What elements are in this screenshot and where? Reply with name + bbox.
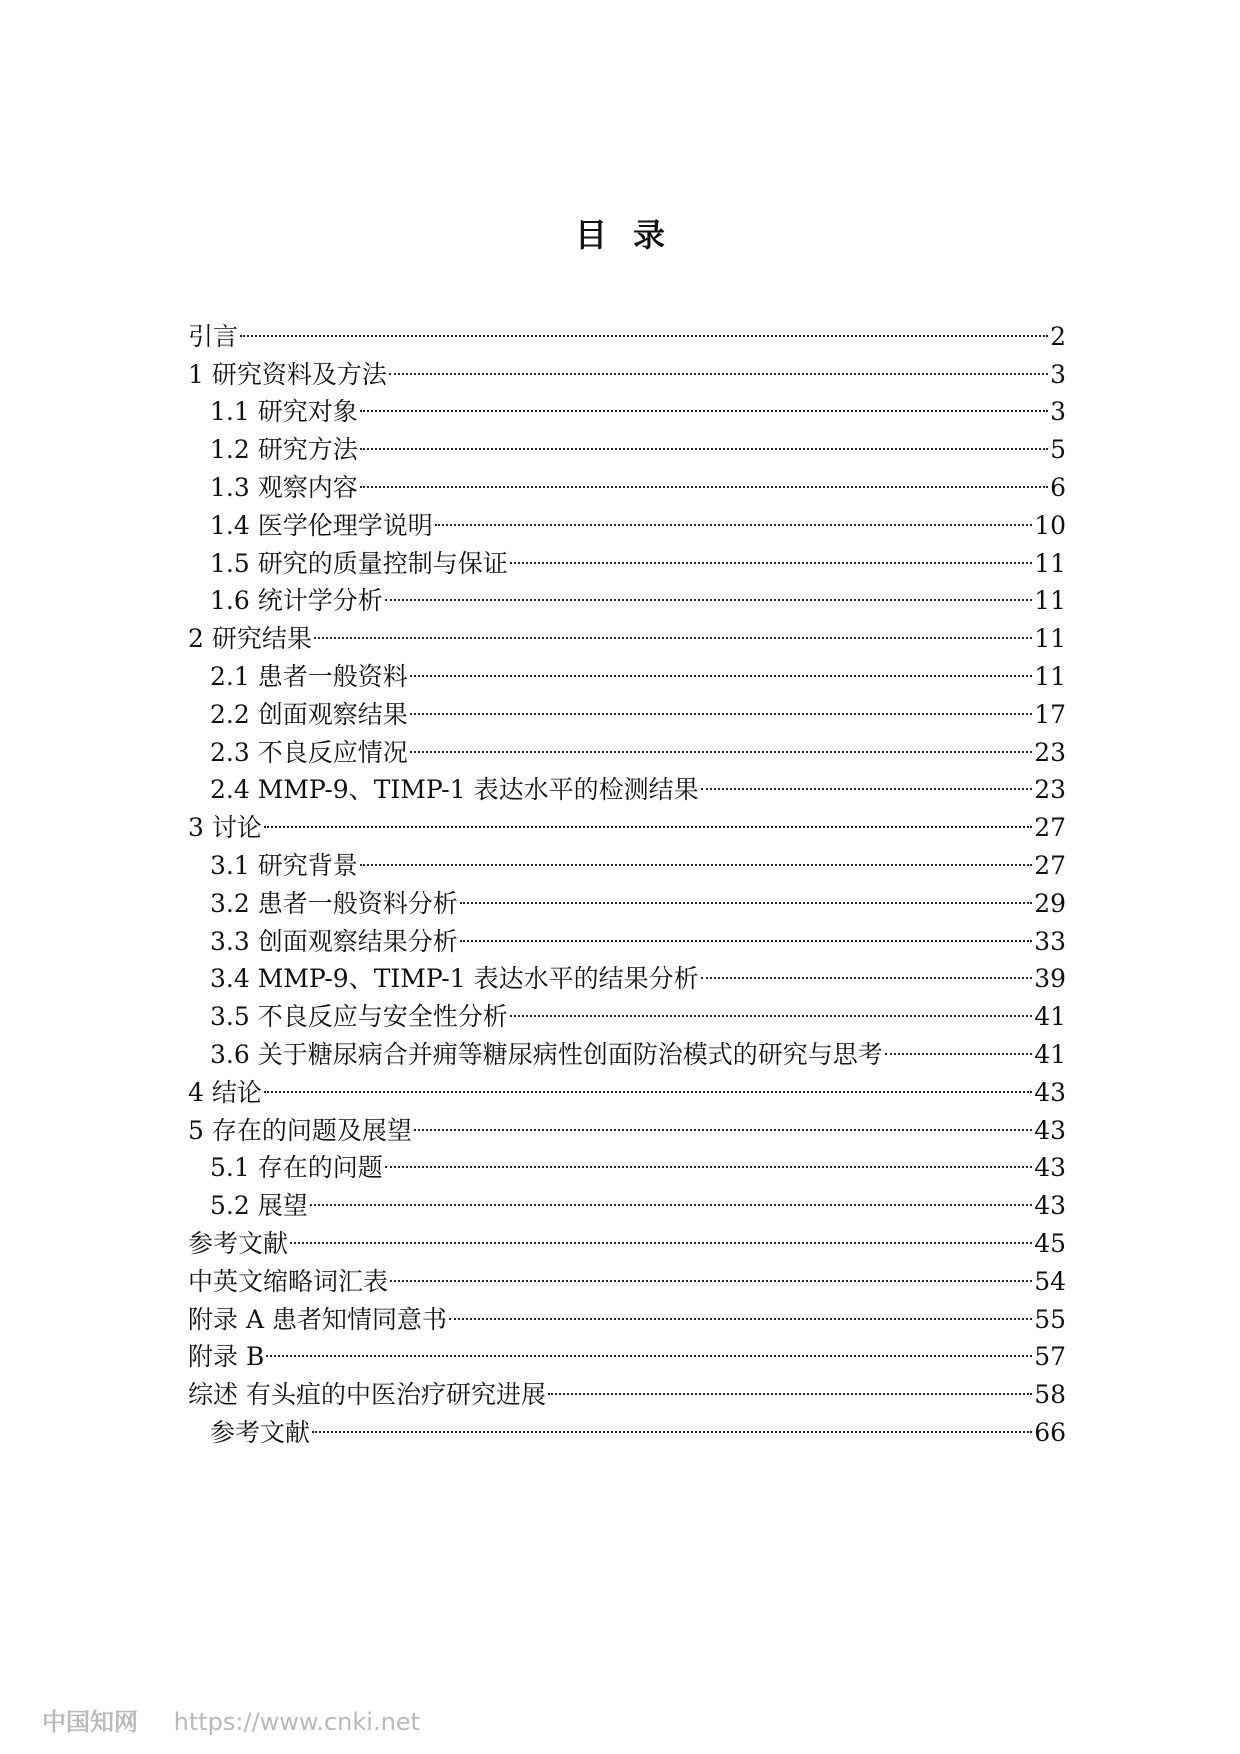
- toc-entry-page: 23: [1034, 737, 1066, 767]
- toc-entry-page: 43: [1034, 1115, 1066, 1145]
- toc-entry-label: 5.2 展望: [210, 1191, 308, 1221]
- toc-entry[interactable]: [188, 345, 1066, 389]
- toc-entry-page: 10: [1034, 510, 1066, 540]
- toc-entry-page: 23: [1034, 775, 1066, 805]
- toc-entry[interactable]: [188, 647, 1066, 691]
- toc-entry-label: 中英文缩略词汇表: [188, 1266, 389, 1296]
- toc-entry-page: 2: [1050, 321, 1066, 351]
- toc-dot-leader: [449, 1290, 1032, 1328]
- toc-dot-leader: [510, 987, 1032, 1025]
- toc-entry-page: 11: [1034, 586, 1066, 616]
- toc-dot-leader: [360, 458, 1048, 496]
- toc-entry-page: 39: [1034, 964, 1066, 994]
- toc-entry-label: 3.3 创面观察结果分析: [210, 926, 458, 956]
- toc-dot-leader: [701, 950, 1033, 988]
- toc-dot-leader: [360, 420, 1048, 458]
- toc-dot-leader: [701, 761, 1033, 799]
- toc-entry[interactable]: [188, 1063, 1066, 1107]
- toc-entry-page: 55: [1034, 1304, 1066, 1334]
- toc-entry[interactable]: [188, 609, 1066, 654]
- toc-dot-leader: [385, 572, 1032, 610]
- toc-entry-label: 引言: [188, 321, 239, 351]
- watermark-url: https://www.cnki.net: [173, 1708, 420, 1736]
- toc-title-char: 目: [574, 216, 607, 254]
- toc-dot-leader: [414, 1101, 1032, 1139]
- toc-entry-label: 4 结论: [188, 1077, 262, 1107]
- toc-entry[interactable]: [188, 1403, 1066, 1447]
- toc-dot-leader: [389, 345, 1048, 383]
- toc-dot-leader: [548, 1365, 1032, 1403]
- toc-entry-page: 29: [1034, 888, 1066, 918]
- toc-entry[interactable]: [188, 1365, 1066, 1410]
- toc-entry-page: 43: [1034, 1077, 1066, 1107]
- toc-entry-label: 参考文献: [210, 1417, 311, 1447]
- toc-entry[interactable]: [188, 1328, 1066, 1372]
- toc-entry-page: 66: [1034, 1417, 1066, 1447]
- toc-entry-label: 附录 B: [188, 1342, 265, 1372]
- toc-dot-leader: [410, 685, 1032, 723]
- toc-entry-label: 5 存在的问题及展望: [188, 1115, 412, 1145]
- toc-entry-page: 17: [1034, 699, 1066, 729]
- toc-entry-label: 3.4 MMP-9、TIMP-1 表达水平的结果分析: [210, 964, 699, 994]
- table-of-contents: [188, 307, 1066, 1447]
- toc-entry-label: 综述 有头疽的中医治疗研究进展: [188, 1380, 546, 1410]
- toc-entry-label: 1.5 研究的质量控制与保证: [210, 548, 508, 578]
- toc-entry-page: 57: [1034, 1342, 1066, 1372]
- toc-entry-label: 1.2 研究方法: [210, 435, 358, 465]
- toc-dot-leader: [290, 1214, 1032, 1252]
- toc-dot-leader: [885, 1025, 1032, 1063]
- toc-entry-page: 6: [1050, 472, 1066, 502]
- toc-entry-label: 2.4 MMP-9、TIMP-1 表达水平的检测结果: [210, 775, 699, 805]
- toc-dot-leader: [385, 1139, 1032, 1177]
- toc-dot-leader: [460, 874, 1032, 912]
- toc-entry-label: 1.4 医学伦理学说明: [210, 510, 433, 540]
- watermark-brand: 中国知网: [42, 1708, 138, 1736]
- toc-entry-page: 43: [1034, 1153, 1066, 1183]
- cnki-watermark: [42, 1702, 420, 1737]
- toc-entry[interactable]: [188, 798, 1066, 843]
- toc-entry[interactable]: [188, 1176, 1066, 1221]
- toc-dot-leader: [460, 912, 1032, 950]
- toc-entry-label: 5.1 存在的问题: [210, 1153, 383, 1183]
- toc-entry-page: 41: [1034, 1039, 1066, 1069]
- toc-entry-label: 3.6 关于糖尿病合并痈等糖尿病性创面防治模式的研究与思考: [210, 1039, 883, 1069]
- toc-entry-page: 3: [1050, 397, 1066, 427]
- toc-dot-leader: [240, 307, 1048, 345]
- toc-entry-label: 3 讨论: [188, 813, 262, 843]
- toc-entry-label: 1 研究资料及方法: [188, 359, 387, 389]
- toc-entry-page: 58: [1034, 1380, 1066, 1410]
- toc-entry[interactable]: [188, 307, 1066, 351]
- toc-entry-page: 11: [1034, 624, 1066, 654]
- toc-dot-leader: [360, 383, 1048, 421]
- toc-entry-page: 54: [1034, 1266, 1066, 1296]
- toc-entry[interactable]: [188, 1101, 1066, 1145]
- toc-entry-page: 11: [1034, 548, 1066, 578]
- toc-dot-leader: [266, 1328, 1032, 1366]
- toc-entry-label: 3.2 患者一般资料分析: [210, 888, 458, 918]
- toc-dot-leader: [264, 1063, 1032, 1101]
- toc-entry-label: 2.3 不良反应情况: [210, 737, 408, 767]
- toc-title: [0, 210, 1240, 256]
- toc-dot-leader: [312, 1403, 1032, 1441]
- toc-dot-leader: [390, 1252, 1032, 1290]
- toc-entry-label: 3.5 不良反应与安全性分析: [210, 1002, 508, 1032]
- toc-entry-page: 41: [1034, 1002, 1066, 1032]
- toc-entry-page: 43: [1034, 1191, 1066, 1221]
- toc-entry[interactable]: [188, 1214, 1066, 1258]
- toc-entry[interactable]: [188, 1252, 1066, 1296]
- toc-dot-leader: [410, 723, 1032, 761]
- toc-dot-leader: [264, 798, 1032, 836]
- toc-dot-leader: [360, 836, 1032, 874]
- toc-entry-page: 11: [1034, 661, 1066, 691]
- toc-entry-label: 3.1 研究背景: [210, 850, 358, 880]
- toc-entry-page: 33: [1034, 926, 1066, 956]
- toc-entry-label: 参考文献: [188, 1228, 289, 1258]
- toc-dot-leader: [435, 496, 1032, 534]
- toc-entry-label: 2.2 创面观察结果: [210, 699, 408, 729]
- toc-entry-page: 27: [1034, 813, 1066, 843]
- toc-entry[interactable]: [188, 836, 1066, 880]
- toc-dot-leader: [314, 609, 1032, 647]
- toc-entry-page: 45: [1034, 1228, 1066, 1258]
- toc-dot-leader: [310, 1176, 1032, 1214]
- toc-entry-label: 2 研究结果: [188, 624, 312, 654]
- toc-entry-label: 附录 A 患者知情同意书: [188, 1304, 447, 1334]
- toc-dot-leader: [510, 534, 1032, 572]
- toc-title-char: 录: [633, 216, 666, 254]
- toc-entry-page: 5: [1050, 435, 1066, 465]
- toc-entry-label: 1.6 统计学分析: [210, 586, 383, 616]
- toc-entry-page: 3: [1050, 359, 1066, 389]
- toc-entry-label: 1.1 研究对象: [210, 397, 358, 427]
- toc-entry-page: 27: [1034, 850, 1066, 880]
- toc-entry-label: 2.1 患者一般资料: [210, 661, 408, 691]
- toc-dot-leader: [410, 647, 1032, 685]
- toc-entry-label: 1.3 观察内容: [210, 472, 358, 502]
